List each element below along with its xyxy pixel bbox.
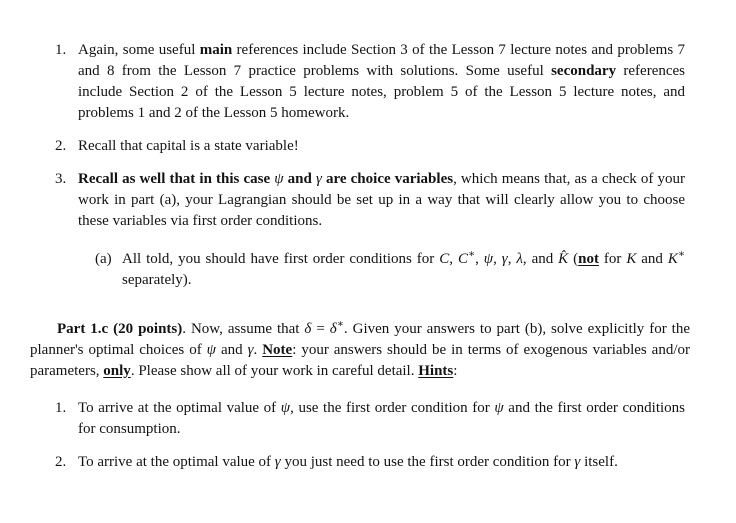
text-run: ψ [206,342,216,358]
text-run: λ [516,251,523,267]
text-run: separately). [122,272,192,288]
text-run: only [103,363,131,379]
list-item-text [78,169,685,232]
text-run: C [439,251,450,267]
list-item-text [78,452,685,473]
text-run: and the first order conditions for consumption. [78,400,686,437]
text-run: , [449,251,458,267]
text-run: ∗ [467,249,476,260]
text-run: γ [501,251,508,267]
text-run: , use the first order condition for [290,400,495,416]
sub-item-marker: (a) [95,251,112,267]
text-run: main [199,42,233,58]
text-run: γ [315,171,322,187]
list-item [55,136,685,157]
text-run: Note [262,342,293,358]
text-run: To arrive at the optimal value of [78,454,275,470]
part-1c-paragraph [30,319,690,382]
text-run: . [253,342,263,358]
text-run: : [453,363,458,379]
text-run: you just need to use the first order condition for [280,454,575,470]
text-run: Recall as well that in this case [78,171,275,187]
text-run: , which means that, as a check of your work in part (a), your Lagrangian should be set up in a way that will clearly allow you to choose these variables via first order conditions. [78,171,686,229]
text-run: are choice variables [321,171,454,187]
text-run: and [283,171,316,187]
text-run: ( [568,251,579,267]
text-run: ∗ [677,249,686,260]
text-run: = [311,321,330,337]
text-run: , [475,251,484,267]
text-run: K [667,251,678,267]
list-item [55,40,685,124]
text-run: , [507,251,517,267]
text-run: ψ [483,251,494,267]
text-run: δ [304,321,312,337]
text-run: K̂ [558,251,569,267]
text-run: references include Section 3 of the Lesson 7 lecture notes and problems 7 and 8 from the Lesson 7 practice problems with solutions. Some useful [78,42,685,79]
list-item-marker: 1. [55,400,67,416]
list-item-marker: 2. [55,454,67,470]
list-item-text [78,136,685,157]
text-run: ∗ [336,319,344,330]
text-run: : your answers should be in terms of exogenous variables and/or parameters, [30,342,691,379]
text-run: δ [329,321,337,337]
text-run: , [493,251,502,267]
text-run: γ [247,342,254,358]
text-run: Part 1.c (20 points) [57,321,183,337]
text-run: To arrive at the optimal value of [78,400,281,416]
text-run: ψ [274,171,284,187]
text-run: ψ [280,400,291,416]
text-run: Again, some useful [78,42,200,58]
list-item-text [78,398,685,440]
text-run: references include Section 2 of the Lesson 5 lecture notes, problem 5 of the Lesson 5 lecture notes, and problems 1 and 2 of the Lesson 5 homework. [78,63,685,121]
text-run: for [598,251,627,267]
text-run: Hints [418,363,454,379]
text-run: itself. [580,454,618,470]
sub-item-text [122,249,685,291]
text-run: not [578,251,599,267]
text-run: γ [274,454,281,470]
list-item-marker: 3. [55,171,67,187]
text-run: C [457,251,468,267]
list-item [55,398,685,440]
text-run: Recall that capital is a state variable! [78,138,299,154]
text-run: . Given your answers to part (b), solve explicitly for the planner's optimal choices of [30,321,691,358]
sub-list-item-a [95,249,685,291]
list-item-text [78,40,685,124]
text-run: γ [574,454,581,470]
text-run: K [626,251,637,267]
text-run: All told, you should have first order conditions for [122,251,440,267]
text-run: . Please show all of your work in careful detail. [130,363,419,379]
list-item [55,169,685,291]
text-run: ψ [494,400,504,416]
text-run: , and [522,251,559,267]
list-item [55,452,685,473]
text-run: and [636,251,668,267]
text-run: secondary [551,63,617,79]
text-run: . Now, assume that [182,321,305,337]
text-run: and [215,342,248,358]
hints-list [0,398,736,473]
list-item-marker: 2. [55,138,67,154]
list-item-body [78,169,685,291]
list-item-marker: 1. [55,42,67,58]
